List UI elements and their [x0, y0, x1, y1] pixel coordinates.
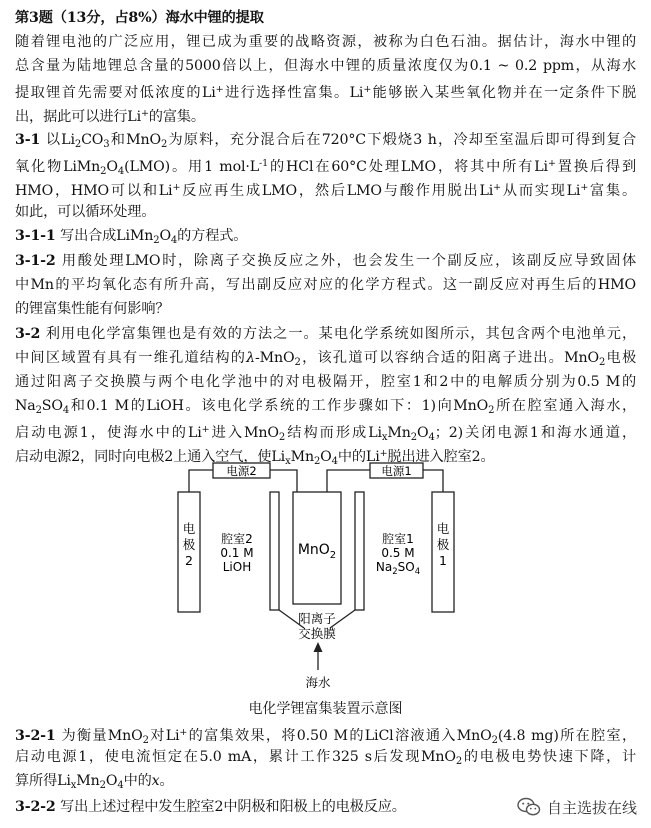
q3-2-line-1: 3-2 利用电化学富集锂也是有效的方法之一。某电化学系统如图所示，其包含两个电池单元， [15, 326, 636, 342]
q3-2-1-number: 3-2-1 [15, 728, 56, 744]
q3-2-line-6: 启动电源2，同时向电极2上通入空气，使$Li_xMn_2O_4$中的Li+脱出进入腔室2。 [15, 448, 495, 467]
q3-1-1: 3-1-1 写出合成$LiMn_2O_4$的方程式。 [15, 228, 248, 246]
diagram-caption: 电化学锂富集装置示意图 [248, 701, 403, 717]
q3-1-2-line-1: 3-1-2 用酸处理LMO时，除离子交换反应之外，也会发生一个副反应，该副反应导致固体 [15, 253, 636, 269]
q3-2-1-line-1: 3-2-1 为衡量MnO$_2$对Li+的富集效果，将0.50 M的LiCl溶液通入MnO$_2$(4.8 mg)所在腔室， [15, 727, 636, 746]
watermark [513, 795, 641, 819]
wire-left-inner [270, 470, 297, 492]
q3-2-line-4: $Na_2SO_4$和0.1 M的LiOH。该电化学系统的工作步骤如下：1)向MnO$_2$所在腔室通入海水， [15, 398, 636, 416]
wire-left-outer [189, 470, 213, 492]
intro-line-1: 随着锂电池的广泛应用，锂已成为重要的战略资源，被称为白色石油。据估计，海水中锂的 [15, 34, 636, 50]
membrane-left [270, 492, 279, 610]
electrode-2-label-b: 极 [182, 537, 196, 552]
chamber-1-concentration: 0.5 M [381, 546, 415, 560]
chamber-2-label: 腔室2 [221, 532, 253, 546]
power-source-2-label: 电源2 [226, 464, 257, 478]
problem-score: （13分，占8%） [52, 10, 166, 26]
q3-2-number: 3-2 [15, 326, 41, 342]
seawater-arrow-head [314, 642, 323, 652]
electrode-2-label-c: 2 [185, 553, 193, 568]
intro-line-2: 总含量为陆地锂总含量的5000倍以上，但海水中锂的质量浓度仅为0.1 ~ 0.2 ppm，从海水 [15, 58, 636, 74]
wechat-icon [517, 797, 541, 817]
wire-right-inner [327, 470, 370, 492]
q3-1-line-1: 3-1 以$Li_2CO_3$和MnO$_2$为原料，充分混合后在720°C下煅烧3 h，冷却至室温后即可得到复合 [15, 132, 636, 150]
q3-1-number: 3-1 [15, 132, 41, 148]
chamber-1-electrolyte: $Na_2SO_4$ [375, 560, 421, 577]
problem-number: 第3题 [15, 10, 53, 26]
electrode-2 [178, 492, 200, 612]
q3-2-line-5: 启动电源1，使海水中的Li+进入MnO$_2$结构而形成$Li_xMn_2O_4$；2)关闭电源1和海水通道， [15, 424, 636, 443]
mno2-label: MnO$_2$ [297, 542, 337, 561]
q3-1-1-number: 3-1-1 [15, 228, 56, 244]
electrode-1-label-c: 1 [439, 553, 447, 568]
q3-2-2-number: 3-2-2 [15, 799, 56, 815]
q3-2-line-3: 通过阳离子交换膜与两个电化学池中的对电极隔开，腔室1和2中的电解质分别为0.5 M的 [15, 374, 636, 390]
q3-1-2-number: 3-1-2 [15, 253, 56, 269]
problem-heading: 海水中锂的提取 [165, 10, 264, 26]
q3-1-line-3: HMO，HMO可以和Li+反应再生成LMO，然后LMO与酸作用脱出Li+从而实现Li+富集。 [15, 182, 636, 199]
electrode-2-label-a: 电 [182, 521, 196, 536]
watermark-text: 自主选拔在线 [546, 798, 637, 817]
q3-1-2-line-3: 的锂富集性能有何影响？ [15, 301, 170, 317]
q3-1-line-4: 如此，可以循环处理。 [15, 204, 156, 220]
seawater-label: 海水 [305, 675, 331, 690]
membrane-label-b: 交换膜 [298, 626, 336, 641]
q3-2-1-line-3: 算所得$Li_xMn_2O_4$中的x。 [15, 773, 174, 791]
electrode-1 [432, 492, 454, 612]
q3-1-2-line-2: 中Mn的平均氧化态有所升高，写出副反应对应的化学方程式。这一副反应对再生后的HMO [15, 277, 636, 293]
membrane-label-a: 阳离子 [298, 611, 336, 626]
electrochemical-cell-diagram [0, 462, 651, 692]
q3-2-line-2: 中间区域置有具有一维孔道结构的λ-MnO$_2$，该孔道可以容纳合适的阳离子进出。MnO$_2$电极 [15, 350, 636, 368]
intro-line-4: 出，据此可以进行Li+的富集。 [15, 108, 205, 125]
power-source-1-label: 电源1 [381, 464, 412, 478]
q3-2-2: 3-2-2 写出上述过程中发生腔室2中阴极和阳极上的电极反应。 [15, 799, 406, 815]
wire-right-outer [423, 470, 443, 492]
q3-1-line-2: 氧化物$LiMn_2O_4(LMO)$。用1 $mol\cdot L^{-1}$的HCl在60°C处理LMO，将其中所有Li+置换后得到 [15, 158, 636, 177]
intro-line-3: 提取锂首先需要对低浓度的Li+进行选择性富集。Li+能够嵌入某些氧化物并在一定条件下脱 [15, 84, 636, 101]
chamber-1-label: 腔室1 [382, 532, 414, 546]
q3-2-1-line-2: 启动电源1，使电流恒定在5.0 mA，累计工作325 s后发现MnO$_2$的电极电势快速下降，计 [15, 749, 636, 767]
electrode-1-label-a: 电 [436, 521, 450, 536]
electrode-1-label-b: 极 [436, 537, 450, 552]
chamber-2-electrolyte: LiOH [222, 560, 252, 574]
problem-title [15, 8, 636, 28]
membrane-right [355, 492, 364, 610]
chamber-2-concentration: 0.1 M [220, 546, 254, 560]
